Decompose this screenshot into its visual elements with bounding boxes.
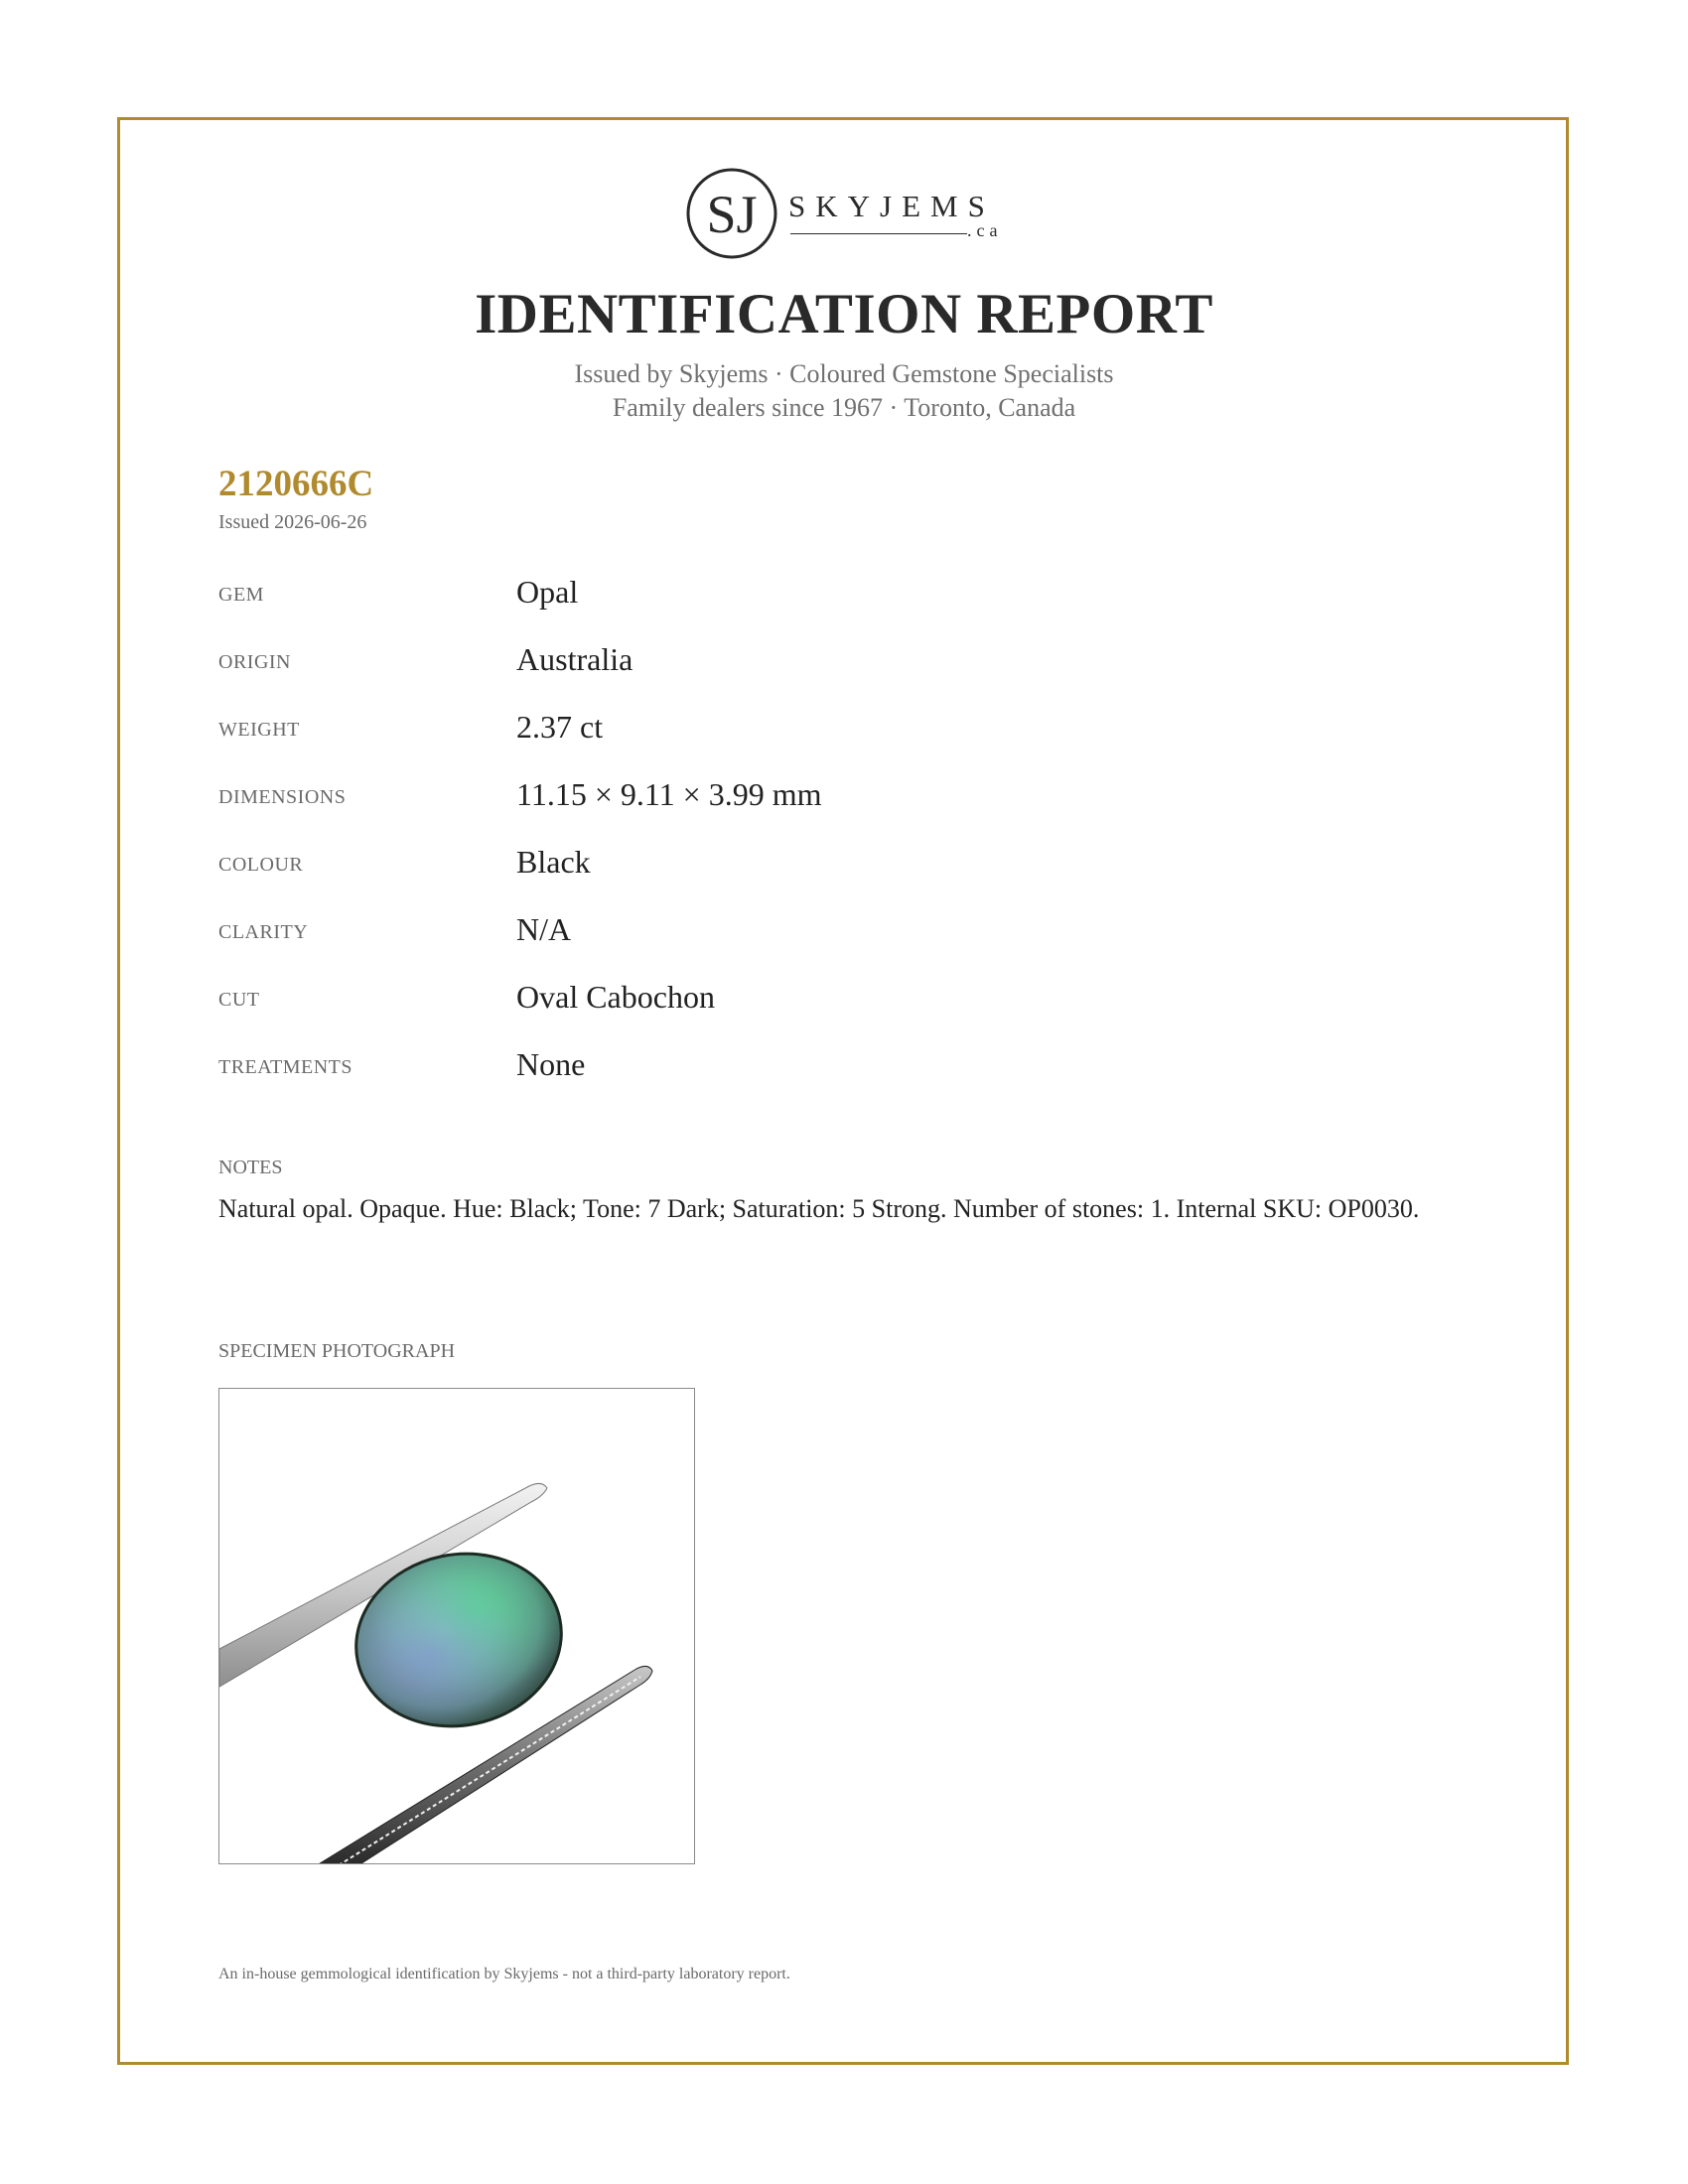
notes-label: NOTES	[218, 1157, 283, 1178]
gem-label: GEM	[218, 584, 264, 606]
opal-specimen-illustration	[219, 1389, 695, 1864]
specimen-photo	[218, 1388, 695, 1864]
weight-value: 2.37 ct	[516, 709, 604, 745]
skyjems-logo	[685, 167, 1013, 266]
monogram-icon	[685, 167, 778, 260]
notes-text: Natural opal. Opaque. Hue: Black; Tone: 7 Dark; Saturation: 5 Strong. Number of stones: 1. Internal SKU: OP0030.	[218, 1194, 1420, 1223]
dealer-line: Family dealers since 1967 · Toronto, Canada	[612, 393, 1076, 422]
report-number: 2120666C	[218, 464, 374, 504]
cut-label: CUT	[218, 989, 260, 1011]
weight-label: WEIGHT	[218, 719, 300, 741]
report-title: IDENTIFICATION REPORT	[475, 283, 1213, 345]
gem-value: Opal	[516, 574, 579, 610]
issue-date: Issued 2026-06-26	[218, 511, 367, 533]
clarity-label: CLARITY	[218, 921, 309, 943]
disclaimer-footer: An in-house gemmological identification by Skyjems - not a third-party laboratory report.	[218, 1966, 790, 1982]
treatments-label: TREATMENTS	[218, 1056, 352, 1078]
treatments-value: None	[516, 1046, 586, 1082]
monogram-text: SJ	[706, 185, 758, 244]
dimensions-value: 11.15 × 9.11 × 3.99 mm	[516, 776, 822, 812]
photo-label: SPECIMEN PHOTOGRAPH	[218, 1340, 456, 1362]
issuer-line: Issued by Skyjems · Coloured Gemstone Specialists	[574, 359, 1114, 388]
colour-value: Black	[516, 844, 591, 880]
brand-wordmark: SKYJEMS	[788, 189, 995, 223]
cut-value: Oval Cabochon	[516, 979, 715, 1015]
colour-label: COLOUR	[218, 854, 304, 876]
origin-label: ORIGIN	[218, 651, 291, 673]
clarity-value: N/A	[516, 911, 572, 947]
dimensions-label: DIMENSIONS	[218, 786, 347, 808]
origin-value: Australia	[516, 641, 633, 677]
brand-domain-suffix: .ca	[967, 220, 1003, 240]
wordmark-underline	[790, 233, 967, 234]
